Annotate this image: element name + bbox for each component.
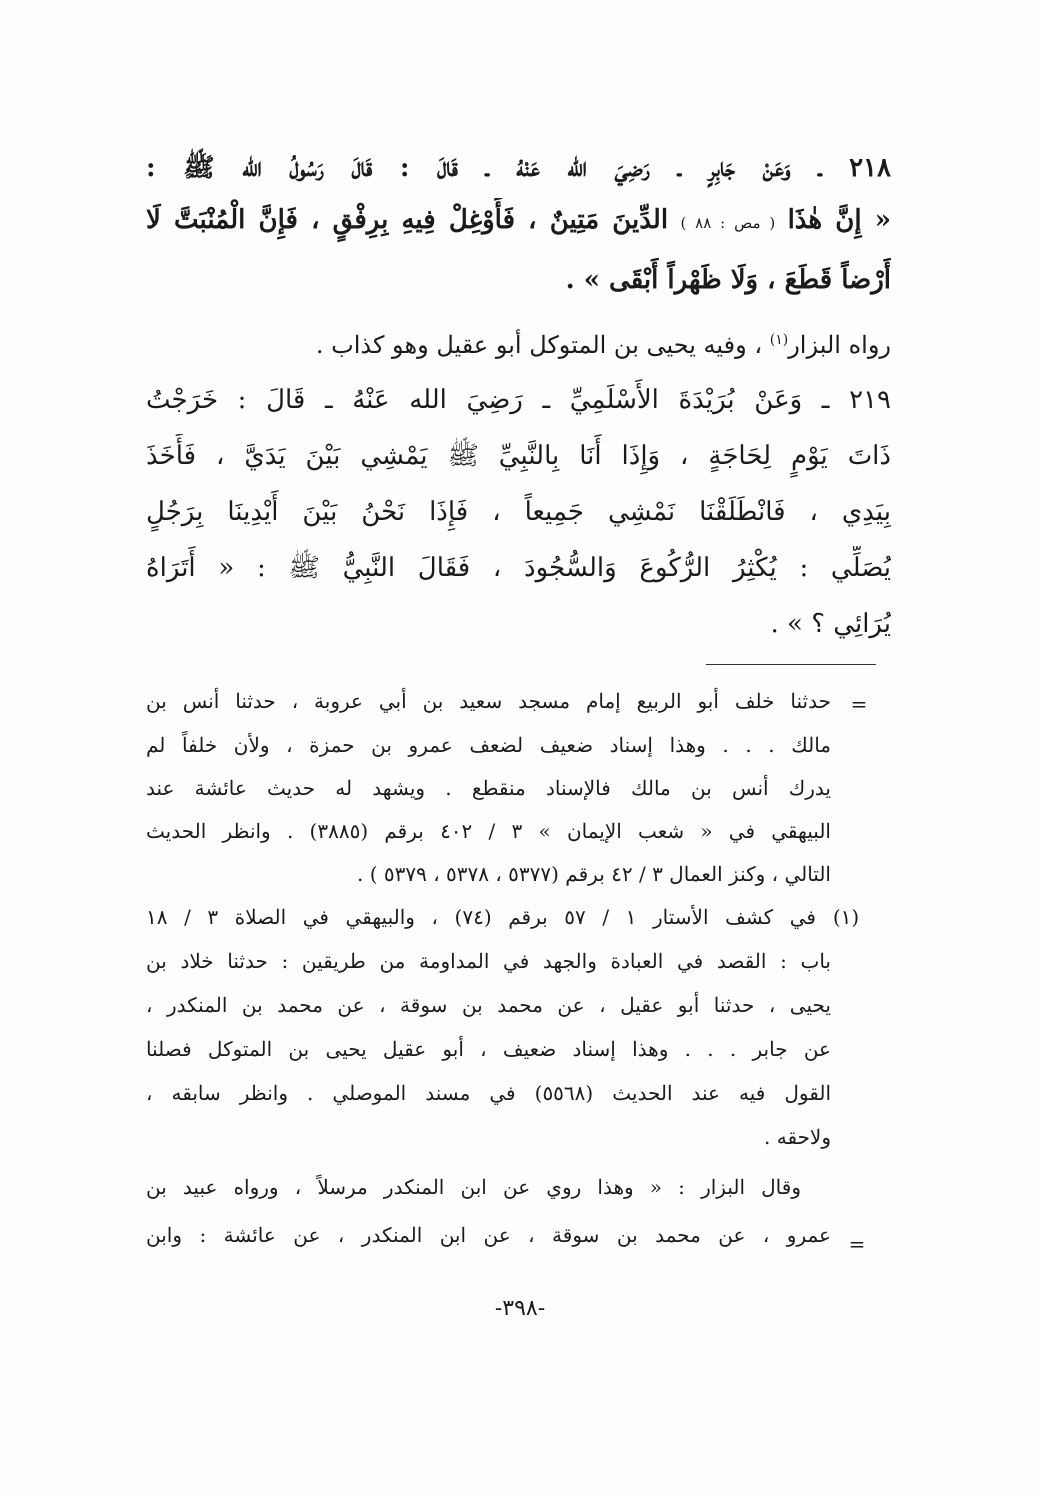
hadith-218-line-3: أَرْضاً قَطَعَ ، وَلَا ظَهْراً أَبْقَى » . — [565, 265, 891, 295]
riwaya-line: رواه البزار$^{(١)}$ ، وفيه يحيى بن المتوكل أبو عقيل وهو كذاب . — [315, 331, 891, 359]
manuscript-ref: ( مص : ٨٨ ) — [680, 214, 776, 232]
hadith-219-line-4: يُصَلِّي : يُكْثِرُ الرُّكُوعَ وَالسُّجُودَ ، فَقَالَ النَّبِيُّ ﷺ : « أَتَرَاهُ — [146, 553, 891, 583]
footnote-cont-line-4: البيهقي في « شعب الإيمان » ٣ / ٤٠٢ برقم (٣٨٨٥) . وانظر الحديث — [146, 819, 831, 843]
footnote-1-line-5: القول فيه عند الحديث (٥٥٦٨) في مسند الموصلي . وانظر سابقه ، — [146, 1081, 831, 1105]
hadith-219-line-2: ذَاتَ يَوْمٍ لِحَاجَةٍ ، وَإِذَا أَنَا بِالنَّبِيِّ ﷺ يَمْشِي بَيْنَ يَدَيَّ ، فَأَخَذَ — [146, 441, 891, 471]
continuation-mark: = — [850, 692, 868, 716]
hadith-219-line-5: يُرَائِي ؟ » . — [770, 609, 891, 639]
hadith-219-line-1: ٢١٩ ـ وَعَنْ بُرَيْدَةَ الأَسْلَمِيِّ ـ رَضِيَ الله عَنْهُ ـ قَالَ : خَرَجْتُ — [146, 385, 891, 415]
bazzar-quote-line-1: وقال البزار : « وهذا روي عن ابن المنكدر مرسلاً ، ورواه عبيد بن — [146, 1175, 801, 1199]
footnote-1-line-2: باب : القصد في العبادة والجهد في المداومة من طريقين : حدثنا خلاد بن — [146, 949, 831, 973]
footnote-cont-line-1: حدثنا خلف أبو الربيع إمام مسجد سعيد بن أبي عروبة ، حدثنا أنس بن — [146, 689, 831, 713]
footnote-separator — [706, 664, 876, 665]
bazzar-quote-line-2: عمرو ، عن محمد بن سوقة ، عن ابن المنكدر ، عن عائشة : وابن — [146, 1223, 831, 1247]
footnote-1-line-3: يحيى ، حدثنا أبو عقيل ، عن محمد بن سوقة ، عن محمد بن المنكدر ، — [146, 993, 831, 1017]
hadith-218-line-2: « إِنَّ هٰذَا ( مص : ٨٨ ) الدِّينَ مَتِينٌ ، فَأَوْغِلْ فِيهِ بِرِفْقٍ ، فَإِنَّ الْمُنْبَتَّ لَا — [146, 205, 891, 235]
footnote-marker: (١) — [769, 332, 789, 348]
footnote-1-number: (١) — [832, 905, 860, 929]
hadith-219-line-3: بِيَدِي ، فَانْطَلَقْنَا نَمْشِي جَمِيعاً ، فَإِذَا نَحْنُ بَيْنَ أَيْدِينَا بِرَجُلٍ — [146, 497, 891, 527]
page-number: -٣٩٨- — [494, 1296, 546, 1321]
footnote-cont-line-2: مالك . . . وهذا إسناد ضعيف لضعف عمرو بن حمزة ، ولأن خلفاً لم — [146, 733, 831, 757]
footnote-1-line-1: في كشف الأستار ١ / ٥٧ برقم (٧٤) ، والبيهقي في الصلاة ٣ / ١٨ — [146, 905, 816, 929]
footnote-cont-line-3: يدرك أنس بن مالك فالإسناد منقطع . ويشهد له حديث عائشة عند — [146, 776, 831, 800]
footnote-1-line-6: ولاحقه . — [764, 1125, 831, 1149]
continues-next-page-mark: = — [848, 1232, 866, 1256]
hadith-218-line-1: ٢١٨ ـ وَعَنْ جَابِرٍ ـ رَضِيَ الله عَنْهُ ـ قَالَ : قَالَ رَسُولُ الله ﷺ : — [146, 153, 891, 183]
footnote-1-line-4: عن جابر . . . وهذا إسناد ضعيف ، أبو عقيل يحيى بن المتوكل فصلنا — [146, 1037, 831, 1061]
footnote-cont-line-5: التالي ، وكنز العمال ٣ / ٤٢ برقم (٥٣٧٧ ، ٥٣٧٨ ، ٥٣٧٩ ) . — [357, 862, 831, 886]
